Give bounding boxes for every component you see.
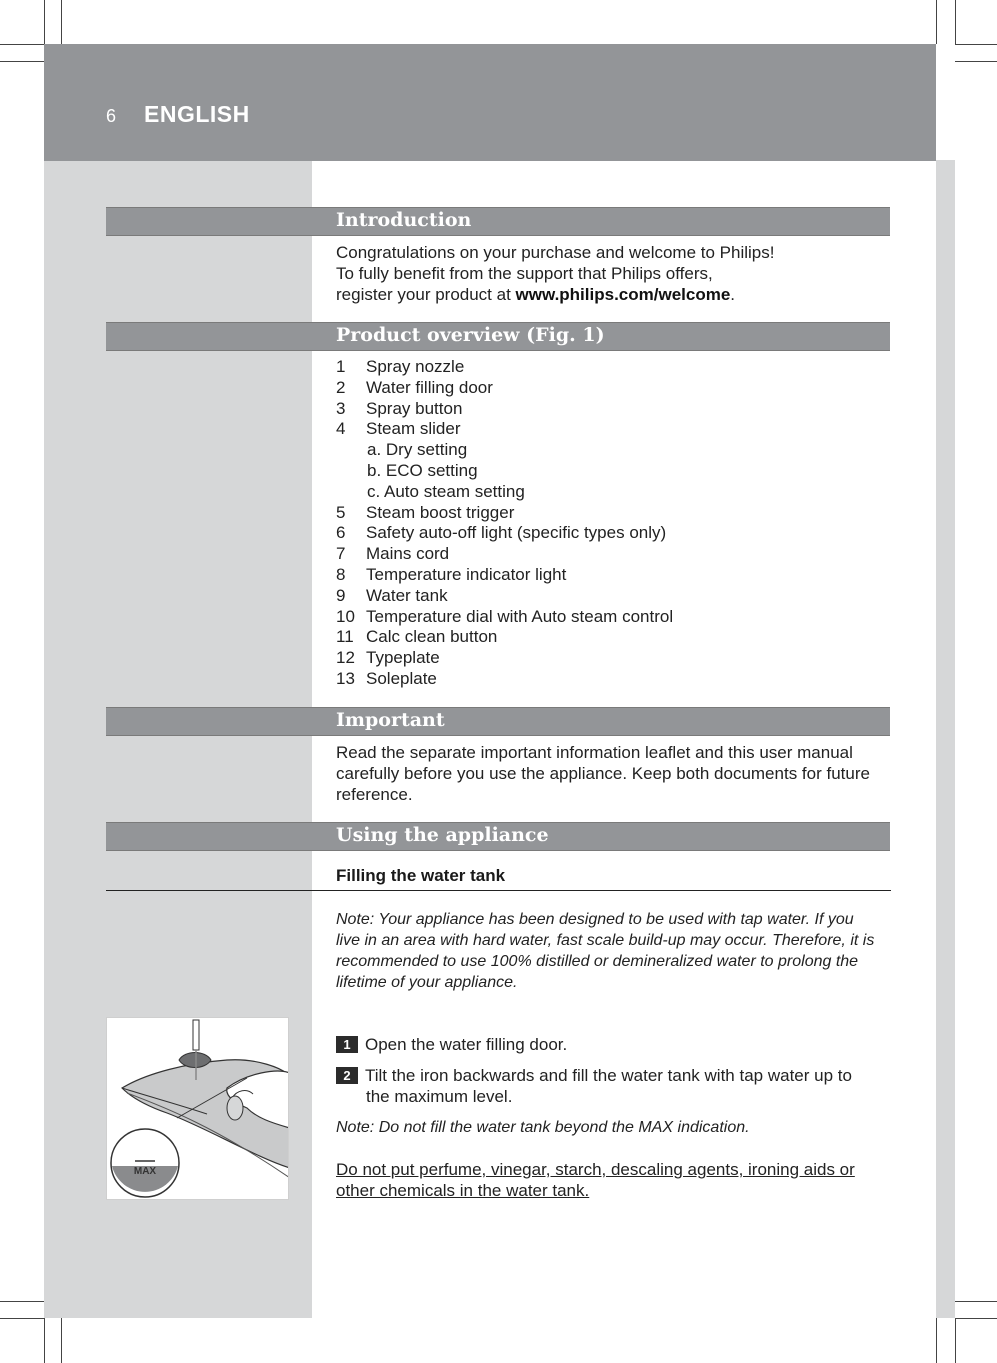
warning-chemicals — [336, 1159, 881, 1201]
crop-mark — [936, 0, 937, 44]
crop-mark — [0, 1318, 44, 1319]
filling-illustration — [106, 1017, 289, 1200]
crop-mark — [936, 1318, 937, 1363]
item-number: 12 — [336, 648, 355, 668]
item-number: 5 — [336, 502, 346, 522]
register-url-link[interactable]: www.philips.com/welcome — [515, 285, 731, 304]
crop-mark — [0, 61, 44, 62]
crop-mark — [955, 0, 956, 44]
item-label: Typeplate — [366, 648, 440, 668]
crop-mark — [955, 1318, 956, 1363]
iron-filling-drawing — [107, 1018, 289, 1200]
item-number: 3 — [336, 398, 346, 418]
page-language: ENGLISH — [144, 101, 250, 127]
section-bar-product-overview — [106, 322, 890, 351]
intro-line-3-prefix: register your product at — [336, 285, 516, 304]
item-label: Safety auto-off light (specific types only) — [366, 523, 667, 543]
item-label: c. Auto steam setting — [367, 481, 525, 501]
crop-mark — [61, 0, 62, 44]
item-label: Soleplate — [366, 668, 437, 688]
item-label: Temperature dial with Auto steam control — [366, 606, 674, 626]
step-1 — [336, 1034, 881, 1055]
crop-mark — [955, 44, 997, 45]
item-label: Water tank — [366, 585, 448, 605]
item-number: 13 — [336, 668, 355, 688]
crop-mark — [61, 1318, 62, 1363]
item-label: b. ECO setting — [367, 460, 478, 480]
item-label: a. Dry setting — [367, 440, 468, 460]
section-title: Product overview (Fig. 1) — [336, 324, 605, 346]
subsection-rule — [106, 890, 891, 891]
crop-mark — [0, 44, 44, 45]
item-label: Steam boost trigger — [366, 502, 515, 522]
item-label: Calc clean button — [366, 627, 498, 647]
item-number: 10 — [336, 606, 355, 626]
item-number: 7 — [336, 544, 346, 564]
page-number: 6 — [106, 106, 117, 126]
crop-mark — [955, 1301, 997, 1302]
item-label: Spray button — [366, 398, 463, 418]
crop-mark — [44, 0, 45, 44]
section-bar-using-appliance — [106, 822, 890, 851]
item-number: 11 — [336, 627, 354, 647]
important-paragraph: Read the separate important information leaflet and this user manual carefully before you use the appliance. Keep both documents for future reference. — [336, 743, 870, 804]
item-number: 2 — [336, 377, 346, 397]
item-number: 8 — [336, 564, 346, 584]
step-number-badge: 2 — [336, 1067, 358, 1084]
intro-line-3-suffix: . — [730, 285, 736, 304]
section-bar-introduction — [106, 207, 890, 236]
step-text: Open the water filling door. — [365, 1035, 568, 1054]
item-label: Spray nozzle — [366, 357, 465, 376]
item-label: Water filling door — [366, 377, 493, 397]
step-text-continued: the maximum level. — [366, 1087, 513, 1106]
note-max-level: Note: Do not fill the water tank beyond the MAX indication. — [336, 1119, 750, 1136]
section-bar-important — [106, 707, 890, 736]
max-label: MAX — [133, 1166, 157, 1177]
right-margin-strip — [936, 160, 955, 1318]
crop-mark — [44, 1318, 45, 1363]
item-label: Steam slider — [366, 419, 461, 439]
intro-line-2: To fully benefit from the support that Philips offers, — [336, 264, 713, 283]
intro-line-3 — [336, 284, 735, 305]
subsection-title: Filling the water tank — [336, 866, 506, 885]
section-title: Introduction — [336, 209, 472, 231]
step-text: Tilt the iron backwards and fill the water tank with tap water up to — [365, 1066, 852, 1085]
crop-mark — [955, 1318, 997, 1319]
warning-text: Do not put perfume, vinegar, starch, descaling agents, ironing aids or other chemicals in the water tank. — [336, 1160, 855, 1200]
crop-mark — [0, 1301, 44, 1302]
crop-mark — [955, 61, 997, 62]
step-2 — [336, 1065, 881, 1107]
item-number: 4 — [336, 419, 346, 439]
item-number: 9 — [336, 585, 346, 605]
item-label: Mains cord — [366, 544, 450, 564]
intro-line-1: Congratulations on your purchase and welcome to Philips! — [336, 243, 775, 262]
section-title: Using the appliance — [336, 824, 549, 846]
item-number: 6 — [336, 523, 346, 543]
step-number-badge: 1 — [336, 1036, 358, 1053]
note-water-type: Note: Your appliance has been designed to be used with tap water. If you live in an area with hard water, fast scale build-up may occur. Therefore, it is recommended to use 100% distilled or demineralized water to prolong the lifetime of your appliance. — [336, 911, 875, 991]
section-title: Important — [336, 709, 445, 731]
item-number: 1 — [336, 357, 346, 376]
item-label: Temperature indicator light — [366, 564, 567, 584]
